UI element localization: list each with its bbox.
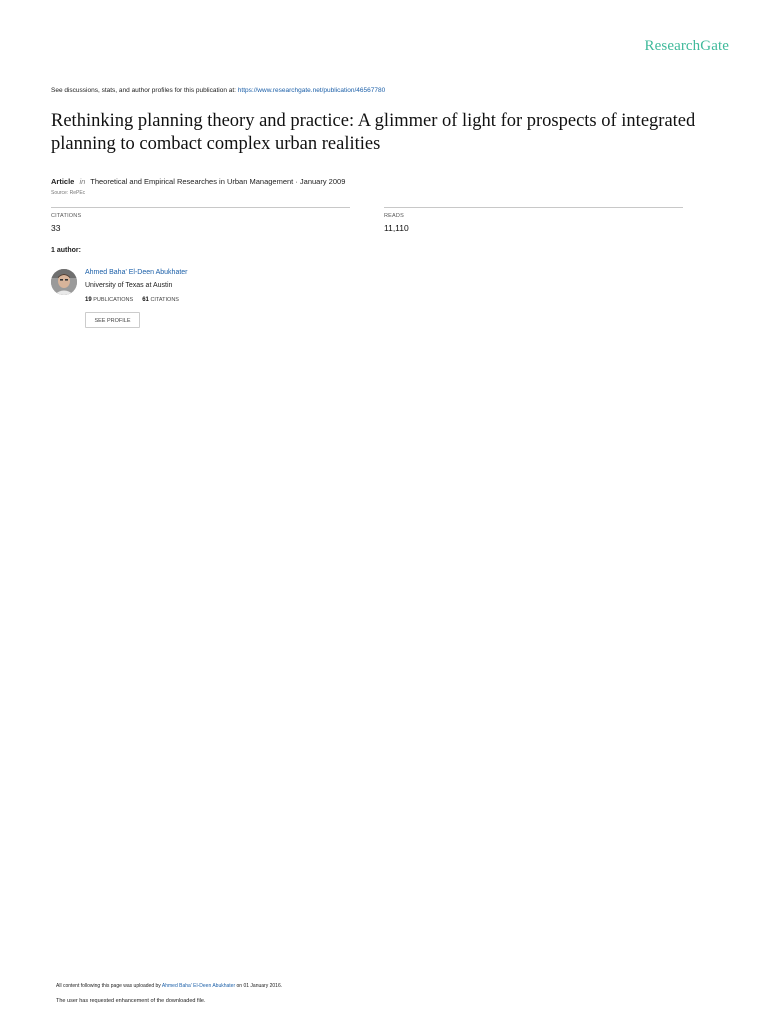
citations-value: 33	[51, 223, 61, 233]
publications-count: 19	[85, 297, 92, 303]
upload-prefix: All content following this page was uploaded by	[56, 983, 162, 989]
article-source: Source: RePEc	[51, 190, 86, 196]
author-name-link[interactable]: Ahmed Baha' El-Deen Abukhater	[85, 269, 188, 276]
reads-label: READS	[384, 213, 404, 219]
discussion-text: See discussions, stats, and author profiles for this publication at:	[51, 87, 238, 94]
person-icon	[51, 269, 77, 295]
reads-value: 11,110	[384, 223, 409, 233]
author-stats	[85, 297, 179, 303]
article-title: Rethinking planning theory and practice: A glimmer of light for prospects of integrated planning to combact complex urban realities	[51, 111, 696, 154]
journal-date: Theoretical and Empirical Researches in Urban Management · January 2009	[90, 177, 346, 186]
see-profile-button[interactable]: SEE PROFILE	[85, 312, 140, 328]
author-citations-count: 61	[142, 297, 149, 303]
author-affiliation: University of Texas at Austin	[85, 282, 173, 289]
article-in: in	[79, 177, 86, 186]
article-type: Article	[51, 177, 75, 186]
reads-divider	[384, 207, 683, 208]
upload-note	[56, 983, 282, 989]
enhancement-note: The user has requested enhancement of the downloaded file.	[56, 998, 206, 1004]
citations-label: CITATIONS	[51, 213, 82, 219]
discussion-line	[51, 87, 385, 94]
publication-link[interactable]: https://www.researchgate.net/publication/46567780	[237, 87, 386, 94]
upload-suffix: on 01 January 2016.	[235, 983, 283, 989]
author-citations-label: CITATIONS	[150, 297, 179, 303]
uploader-link[interactable]: Ahmed Baha' El-Deen Abukhater	[161, 983, 236, 989]
authors-heading: 1 author:	[51, 247, 81, 254]
researchgate-logo[interactable]: ResearchGate	[644, 38, 729, 54]
publications-label: PUBLICATIONS	[93, 297, 134, 303]
article-meta	[51, 177, 345, 186]
author-avatar[interactable]	[51, 269, 77, 295]
citations-divider	[51, 207, 350, 208]
